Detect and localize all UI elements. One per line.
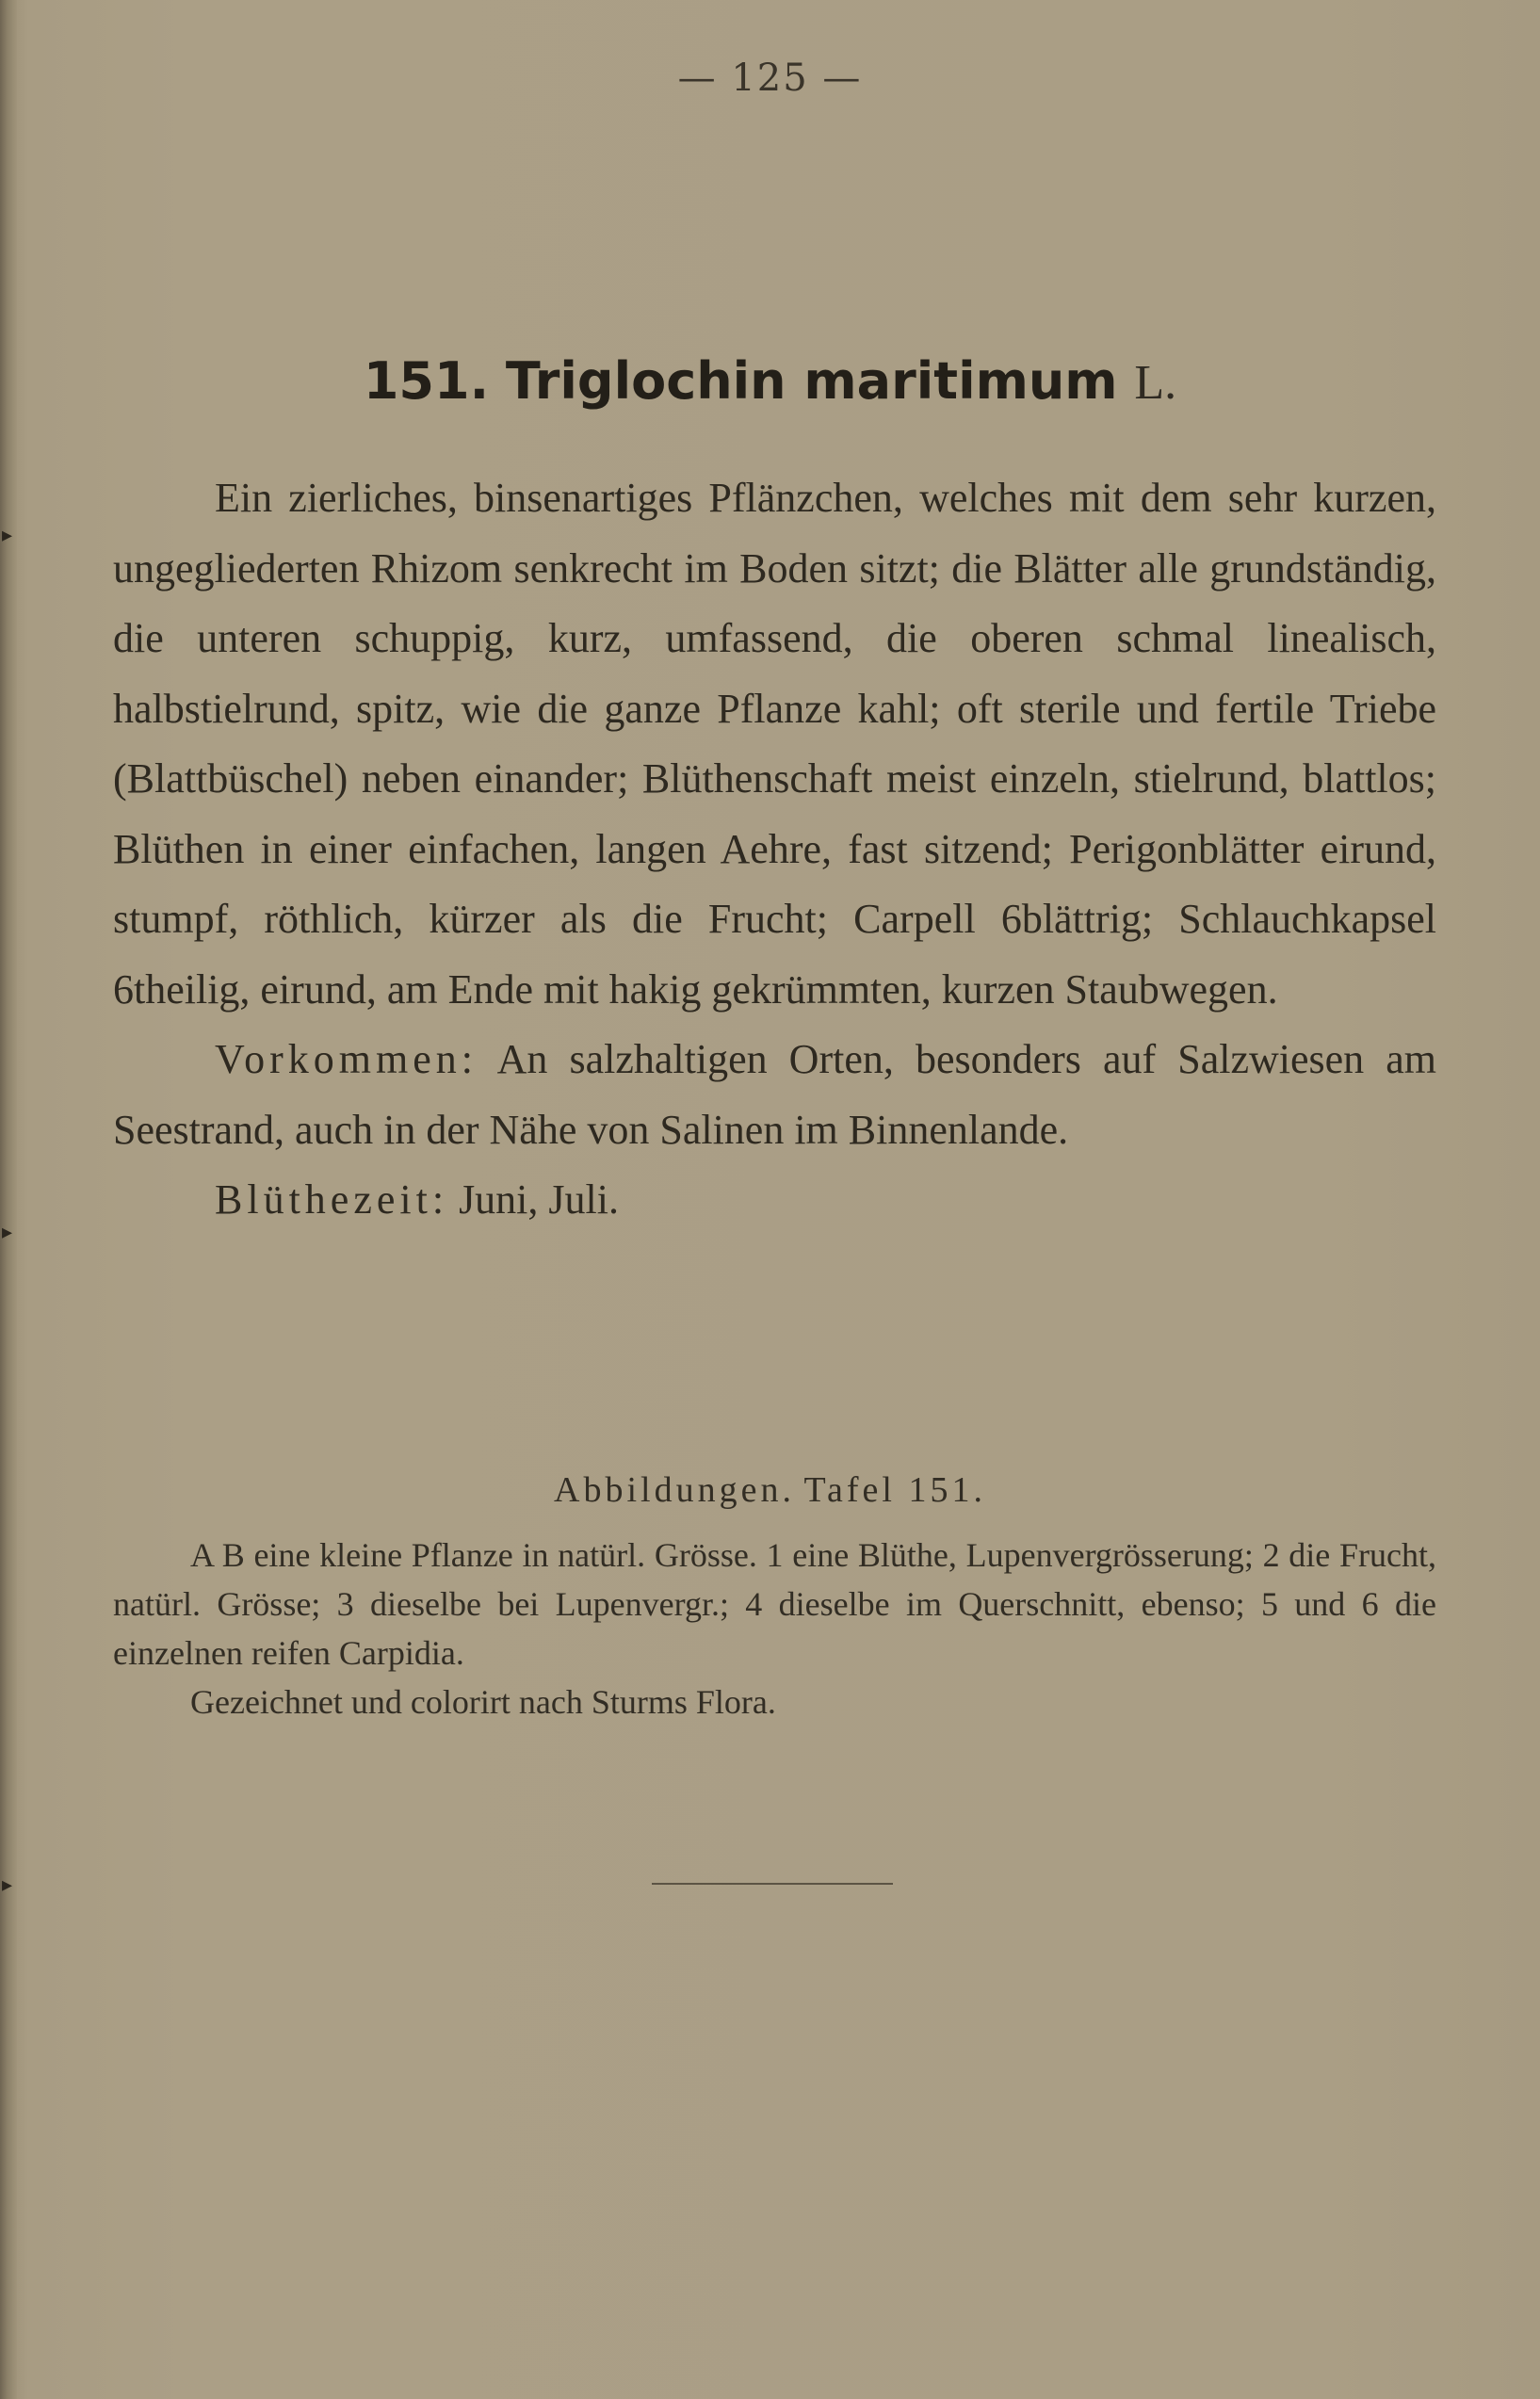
species-heading — [0, 349, 1540, 416]
edge-tab-mark: ▸ — [2, 1873, 13, 1897]
occurrence-label: Vorkommen: — [215, 1036, 478, 1082]
figures-credit: Gezeichnet und colorirt nach Sturms Flora. — [190, 1683, 776, 1721]
page-number: — 125 — — [677, 57, 863, 100]
figures-label: Abbildungen. — [554, 1470, 795, 1510]
occurrence-paragraph — [113, 1025, 1436, 1165]
end-rule — [652, 1883, 893, 1885]
figures-caption — [113, 1531, 1436, 1726]
description-paragraph: Ein zierliches, binsenartiges Pflänzchen, welches mit dem sehr kurzen, ungegliederten Rhizom senkrecht im Boden sitzt; die Blätter alle grundständig, die unteren schuppig, kurz, umfassend, die oberen schmal linealisch, halbstielrund, spitz, wie die ganze Pflanze kahl; oft sterile und fertile Triebe (Blattbüschel) neben einander; Blüthenschaft meist einzeln, stielrund, blattlos; Blüthen in einer einfachen, langen Aehre, fast sitzend; Perigonblätter eirund, stumpf, röthlich, kürzer als die Frucht; Carpell 6blättrig; Schlauchkapsel 6theilig, eirund, am Ende mit hakig gekrümmten, kurzen Staubwegen. — [113, 475, 1436, 1013]
figures-caption-text: A B eine kleine Pflanze in natürl. Grösse. 1 eine Blüthe, Lupenvergrösserung; 2 die Frucht, natürl. Grösse; 3 dieselbe bei Lupenvergr.; 4 dieselbe im Querschnitt, ebenso; 5 und 6 die einzelnen reifen Carpidia. — [113, 1536, 1436, 1672]
species-number: 151. — [363, 351, 490, 411]
species-name: Triglochin maritimum — [505, 351, 1118, 411]
bloom-label: Blüthezeit: — [215, 1176, 449, 1223]
species-author: L. — [1134, 356, 1177, 410]
bloom-paragraph — [113, 1165, 1436, 1236]
plate-label: Tafel 151. — [803, 1470, 986, 1510]
bloom-text: Juni, Juli. — [448, 1176, 619, 1223]
edge-tab-mark: ▸ — [2, 1221, 13, 1244]
figures-heading — [0, 1469, 1540, 1511]
description-text — [113, 463, 1436, 1236]
edge-tab-mark: ▸ — [2, 524, 13, 547]
occurrence-text: An salzhaltigen Orten, besonders auf Salzwiesen am Seestrand, auch in der Nähe von Salinen im Binnenlande. — [113, 1036, 1436, 1153]
